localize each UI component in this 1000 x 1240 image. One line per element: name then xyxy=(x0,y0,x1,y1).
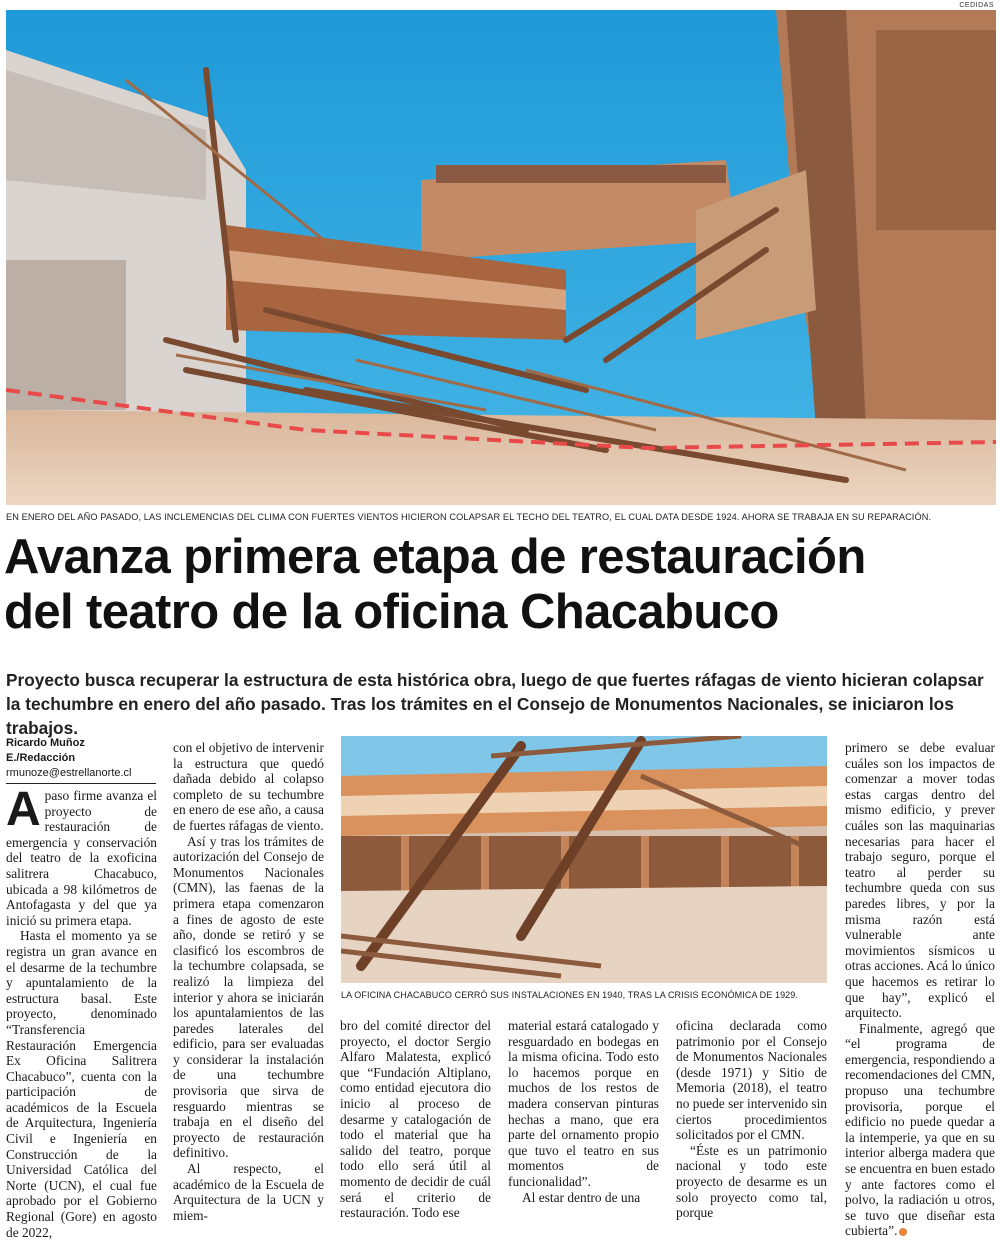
paragraph: con el objetivo de intervenir la estructura que quedó dañada debido al colapso completo de su techumbre en enero de ese año, a causa de fuertes ráfagas de viento. xyxy=(173,740,324,833)
article-column-1 xyxy=(6,783,157,1240)
paragraph: oficina declarada como patrimonio por el Consejo de Monumentos Nacionales (desde 1971) y Sitio de Memoria (2018), el teatro no puede ser intervenido sin ciertos procedimientos solicitados por el CMN. xyxy=(676,1018,827,1143)
paragraph-text: Finalmente, agregó que “el programa de emergencia, respondiendo a recomendaciones del CMN, propuso una techumbre provisoria, porque el edificio no puede quedar a la intemperie, ya que en su interior alberga madera que se encuentra en buen estado y ante factores como el polvo, la radiación u otros, se tuvo que diseñar esta cubierta”. xyxy=(845,1020,995,1239)
dropcap: A xyxy=(6,783,41,836)
main-photo xyxy=(6,10,996,505)
paragraph-text: paso firme avanza el proyecto de restauración de emergencia y conservación del teatro de la exoficina salitrera Chacabuco, ubicada a 98 kilómetros de Antofagasta y del que ya inició su primera etapa. xyxy=(6,788,157,928)
theater-interior-photo xyxy=(341,736,827,983)
paragraph: Al estar dentro de una xyxy=(522,1189,641,1205)
paragraph: Hasta el momento ya se registra un gran avance en el desarme de la techumbre y apuntalamiento de la estructura basal. Este proyecto, denominado “Transferencia Restauración Emergencia Ex Oficina Salitrera Chacabuco”, cuenta con la participación de académicos de la Escuela de Arquitectura, Ingeniería Civil e Ingeniería en Construcción de la Universidad Católica del Norte (UCN), el cual fue aprobado por el Gobierno Regional (Gore) en agosto de 2022, xyxy=(6,928,157,1240)
paragraph xyxy=(845,1021,995,1239)
end-mark-icon xyxy=(899,1228,907,1236)
article-column-4 xyxy=(508,1018,659,1205)
paragraph: “Éste es un patrimonio nacional y todo este proyecto de desarme es un solo proyecto como tal, porque xyxy=(676,1142,827,1221)
paragraph xyxy=(6,783,157,928)
article-column-5 xyxy=(676,1018,827,1221)
headline-line-1: Avanza primera etapa de restauración xyxy=(4,530,866,584)
secondary-photo-caption: LA OFICINA CHACABUCO CERRÓ SUS INSTALACIONES EN 1940, TRAS LA CRISIS ECONÓMICA DE 1929. xyxy=(341,990,798,1000)
paragraph: bro del comité director del proyecto, el doctor Sergio Alfaro Malatesta, explicó que “Fundación Altiplano, como entidad ejecutora dio inicio al proceso de desarme y catalogación de todo el material que ha salido del teatro, porque todo ello será útil al momento de decidir de cuál será el criterio de restauración. Todo ese xyxy=(340,1018,491,1221)
main-photo-caption: EN ENERO DEL AÑO PASADO, LAS INCLEMENCIAS DEL CLIMA CON FUERTES VIENTOS HICIERON COLAPSAR EL TECHO DEL TEATRO, EL CUAL DATA DESDE 1924. AHORA SE TRABAJA EN SU REPARACIÓN. xyxy=(6,512,932,522)
collapsed-theater-photo xyxy=(6,10,996,505)
photo-credit: CEDIDAS xyxy=(959,2,994,9)
secondary-photo xyxy=(341,736,827,983)
paragraph: material estará catalogado y resguardado en bodegas en la misma oficina. Todo esto lo hacemos porque en muchos de los restos de madera conservan pinturas hechas a mano, que era parte del ornamento propio que tuvo el teatro en sus momentos de funcionalidad”. xyxy=(508,1018,659,1189)
paragraph: Al respecto, el académico de la Escuela de Arquitectura de la UCN y miem- xyxy=(173,1161,324,1223)
article-column-2 xyxy=(173,740,324,1223)
paragraph: primero se debe evaluar cuáles son los impactos de comenzar a mover todas estas cargas dentro del mismo edificio, y prever cuáles son las maquinarias necesarias para hacer el trabajo seguro, porque el teatro al perder su techumbre queda con sus paredes libres, y por la misma razón está vulnerable ante movimientos sísmicos u otras acciones. Acá lo único que hacemos es retirar lo que hay”, explicó el arquitecto. xyxy=(845,740,995,1021)
headline xyxy=(4,530,996,640)
author-email[interactable]: rmunoze@estrellanorte.cl xyxy=(6,767,132,779)
article-column-3 xyxy=(340,1018,491,1221)
headline-line-2: del teatro de la oficina Chacabuco xyxy=(4,585,779,639)
paragraph: Así y tras los trámites de autorización del Consejo de Monumentos Nacionales (CMN), las faenas de la primera etapa comenzaron a fines de agosto de este año, donde se retiró y se clasificó los escombros de la techumbre colapsada, se realizó la limpieza del interior y ahora se iniciarán los apuntalamientos de las paredes laterales del edificio, para ser evaluadas y considerar la instalación de una techumbre provisoria que sirva de resguardo mientras se trabaja en el diseño del proyecto de restauración definitivo. xyxy=(173,833,324,1161)
deck-subtitle: Proyecto busca recuperar la estructura de esta histórica obra, luego de que fuertes ráfagas de viento hicieran colapsar la techumbre en enero del año pasado. Tras los trámites en el Consejo de Monumentos Nacionales, se iniciaron los trabajos. xyxy=(6,670,984,738)
byline xyxy=(6,736,156,784)
author: Ricardo Muñoz E./Redacción xyxy=(6,737,85,764)
article-column-6 xyxy=(845,740,995,1239)
